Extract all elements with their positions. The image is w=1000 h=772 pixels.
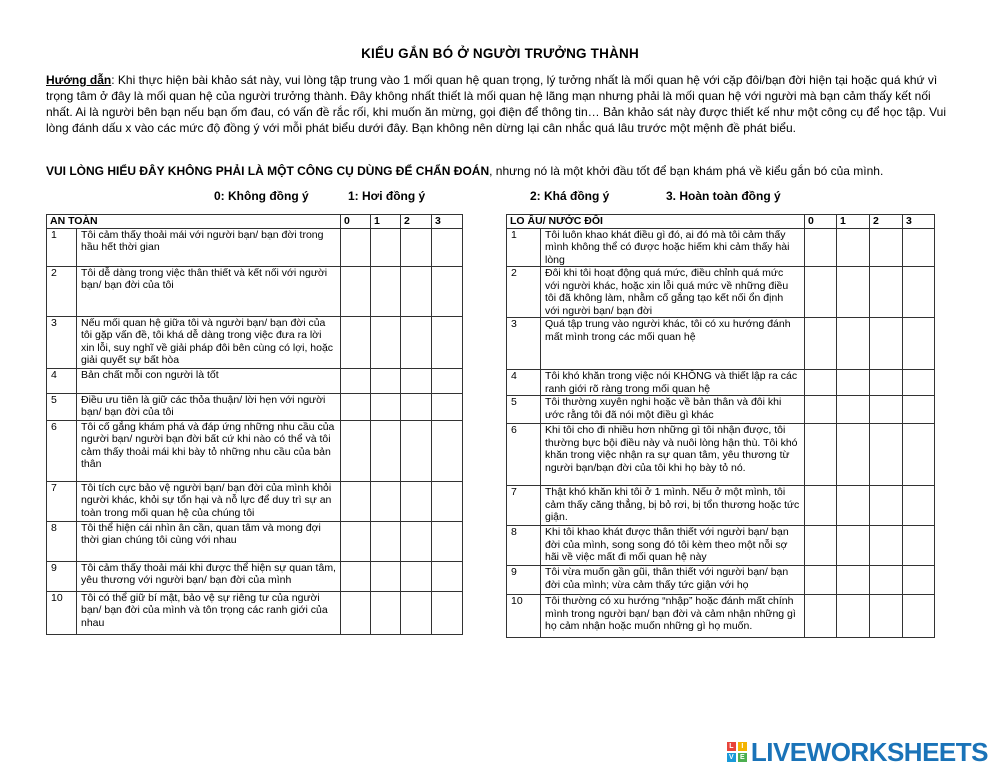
- score-cell-3[interactable]: [903, 486, 935, 526]
- item-number: 3: [47, 316, 77, 368]
- score-cell-0[interactable]: [805, 267, 837, 318]
- score-cell-1[interactable]: [837, 424, 870, 486]
- item-number: 3: [507, 318, 541, 370]
- item-statement: Tôi dễ dàng trong việc thân thiết và kết nối với người bạn/ bạn đời của tôi: [77, 266, 341, 316]
- score-cell-2[interactable]: [401, 420, 432, 481]
- disclaimer-rest: , nhưng nó là một khởi đầu tốt để bạn khám phá về kiểu gắn bó của mình.: [489, 164, 884, 178]
- score-cell-0[interactable]: [341, 266, 371, 316]
- score-cell-0[interactable]: [805, 595, 837, 638]
- score-cell-2[interactable]: [870, 595, 903, 638]
- score-cell-1[interactable]: [371, 266, 401, 316]
- item-number: 8: [507, 526, 541, 566]
- instructions: [46, 72, 956, 136]
- secure-row: [47, 228, 463, 266]
- score-cell-0[interactable]: [341, 228, 371, 266]
- score-header-2: 2: [401, 215, 432, 229]
- item-number: 4: [47, 368, 77, 393]
- logo-text: LIVEWORKSHEETS: [750, 736, 988, 767]
- score-cell-3[interactable]: [432, 561, 463, 591]
- score-cell-3[interactable]: [903, 267, 935, 318]
- score-cell-1[interactable]: [371, 561, 401, 591]
- score-cell-3[interactable]: [432, 420, 463, 481]
- score-cell-0[interactable]: [341, 316, 371, 368]
- item-statement: Tôi cảm thấy thoải mái khi được thể hiện sự quan tâm, yêu thương với người bạn/ bạn đời của mình: [77, 561, 341, 591]
- item-statement: Nếu mối quan hệ giữa tôi và người bạn/ bạn đời của tôi gặp vấn đề, tôi khá dễ dàng trong việc đưa ra lời xin lỗi, suy nghĩ về giải pháp đôi bên cùng có lợi, hoặc giải quyết sự bất hòa: [77, 316, 341, 368]
- score-cell-0[interactable]: [341, 420, 371, 481]
- score-cell-1[interactable]: [371, 481, 401, 521]
- score-cell-0[interactable]: [805, 396, 837, 424]
- score-cell-3[interactable]: [903, 595, 935, 638]
- score-cell-3[interactable]: [903, 424, 935, 486]
- score-cell-2[interactable]: [870, 370, 903, 396]
- anxious-row: [507, 396, 935, 424]
- score-header-0: 0: [805, 215, 837, 229]
- item-number: 6: [47, 420, 77, 481]
- score-cell-3[interactable]: [432, 481, 463, 521]
- score-cell-3[interactable]: [432, 228, 463, 266]
- scale-label-3: 3. Hoàn toàn đồng ý: [666, 189, 781, 203]
- score-cell-2[interactable]: [401, 393, 432, 420]
- instructions-lead: Hướng dẫn: [46, 73, 112, 87]
- score-cell-3[interactable]: [903, 228, 935, 267]
- score-cell-1[interactable]: [371, 420, 401, 481]
- score-cell-0[interactable]: [341, 368, 371, 393]
- item-number: 2: [507, 267, 541, 318]
- item-number: 5: [507, 396, 541, 424]
- score-cell-1[interactable]: [837, 595, 870, 638]
- score-header-3: 3: [432, 215, 463, 229]
- worksheet-title: KIỂU GẮN BÓ Ở NGƯỜI TRƯỞNG THÀNH: [361, 46, 639, 61]
- anxious-row: [507, 424, 935, 486]
- score-cell-3[interactable]: [903, 318, 935, 370]
- score-cell-0[interactable]: [341, 393, 371, 420]
- item-number: 6: [507, 424, 541, 486]
- score-cell-0[interactable]: [805, 566, 837, 595]
- anxious-header-row: [507, 215, 935, 229]
- secure-row: [47, 368, 463, 393]
- secure-table: [46, 214, 463, 635]
- secure-row: [47, 481, 463, 521]
- score-cell-0[interactable]: [805, 424, 837, 486]
- item-statement: Đôi khi tôi hoạt động quá mức, điều chỉnh quá mức với người khác, hoặc xin lỗi quá mức về những điều tôi đã không làm, nhằm cố gắng tạo kết nối ổn định với người bạn/ bạn đời: [541, 267, 805, 318]
- score-cell-1[interactable]: [837, 526, 870, 566]
- score-cell-1[interactable]: [371, 591, 401, 634]
- item-number: 10: [47, 591, 77, 634]
- score-header-1: 1: [837, 215, 870, 229]
- score-cell-3[interactable]: [432, 266, 463, 316]
- score-cell-1[interactable]: [837, 396, 870, 424]
- item-statement: Tôi cảm thấy thoải mái với người bạn/ bạn đời trong hầu hết thời gian: [77, 228, 341, 266]
- score-cell-0[interactable]: [341, 561, 371, 591]
- anxious-row: [507, 228, 935, 267]
- anxious-row: [507, 595, 935, 638]
- anxious-row: [507, 318, 935, 370]
- item-statement: Tôi cố gắng khám phá và đáp ứng những nhu cầu của người bạn/ người bạn đời bất cứ khi nào có thể và tôi cảm thấy thoải mái khi bày tỏ những nhu cầu của bản thân: [77, 420, 341, 481]
- scale-label-1: 1: Hơi đồng ý: [348, 189, 426, 203]
- score-cell-0[interactable]: [341, 481, 371, 521]
- item-number: 2: [47, 266, 77, 316]
- score-cell-0[interactable]: [805, 486, 837, 526]
- item-number: 1: [47, 228, 77, 266]
- score-header-0: 0: [341, 215, 371, 229]
- logo-tile: I: [738, 742, 747, 751]
- logo-tile: L: [727, 742, 736, 751]
- score-cell-3[interactable]: [432, 521, 463, 561]
- score-cell-1[interactable]: [371, 393, 401, 420]
- item-number: 7: [507, 486, 541, 526]
- score-cell-0[interactable]: [341, 521, 371, 561]
- item-statement: Tôi tích cực bảo vệ người bạn/ bạn đời của mình khỏi người khác, khỏi sự tổn hại và nỗ lực để duy trì sự an toàn trong mối quan hệ của chúng tôi: [77, 481, 341, 521]
- score-cell-0[interactable]: [805, 228, 837, 267]
- scale-label-2: 2: Khá đồng ý: [530, 189, 610, 203]
- score-cell-1[interactable]: [837, 486, 870, 526]
- score-header-2: 2: [870, 215, 903, 229]
- item-number: 5: [47, 393, 77, 420]
- item-number: 4: [507, 370, 541, 396]
- liveworksheets-logo: [727, 738, 988, 766]
- item-statement: Bản chất mỗi con người là tốt: [77, 368, 341, 393]
- item-statement: Tôi vừa muốn gần gũi, thân thiết với người bạn/ bạn đời của mình; vừa cảm thấy tức giận với họ: [541, 566, 805, 595]
- secure-row: [47, 393, 463, 420]
- item-statement: Khi tôi cho đi nhiều hơn những gì tôi nhận được, tôi thường bực bội điều này và nuôi lòng hận thù. Tôi khó khăn trong việc nhận ra sự quan tâm, yêu thương từ người bạn/bạn đời của tôi khi họ bày tỏ nó.: [541, 424, 805, 486]
- score-cell-2[interactable]: [401, 591, 432, 634]
- item-statement: Thật khó khăn khi tôi ở 1 mình. Nếu ở một mình, tôi cảm thấy căng thẳng, bị bỏ rơi, bị tổn thương hoặc tức giận.: [541, 486, 805, 526]
- score-cell-0[interactable]: [341, 591, 371, 634]
- score-cell-2[interactable]: [870, 566, 903, 595]
- anxious-row: [507, 566, 935, 595]
- score-header-3: 3: [903, 215, 935, 229]
- score-cell-2[interactable]: [870, 486, 903, 526]
- score-header-1: 1: [371, 215, 401, 229]
- item-statement: Tôi thường xuyên nghi hoặc về bản thân và đôi khi ước rằng tôi đã nói một điều gì khác: [541, 396, 805, 424]
- score-cell-2[interactable]: [401, 521, 432, 561]
- score-cell-2[interactable]: [401, 316, 432, 368]
- score-cell-2[interactable]: [401, 368, 432, 393]
- item-statement: Tôi có thể giữ bí mật, bảo vệ sự riêng tư của người bạn/ bạn đời của mình và tôn trọng các ranh giới của nhau: [77, 591, 341, 634]
- score-cell-1[interactable]: [837, 370, 870, 396]
- instructions-text: : Khi thực hiện bài khảo sát này, vui lòng tập trung vào 1 mối quan hệ quan trọng, lý tưởng nhất là mối quan hệ với cặp đôi/bạn đời hiện tại hoặc quá khứ vì trọng tâm ở đây là mối quan hệ của người trưởng thành. Đây không nhất thiết là mối quan hệ lãng mạn nhưng phải là mối quan hệ với người mà bạn cảm thấy kết nối nhất. Ai là người bên bạn nếu bạn ốm đau, có vấn đề rắc rối, khi muốn ăn mừng, gọi điện để thông tin… Bản khảo sát này được thiết kế như một công cụ để học tập. Vui lòng đánh dấu x vào các mức độ đồng ý với mỗi phát biểu dưới đây. Bạn không nên dừng lại cân nhắc quá lâu trước một mệnh đề phát biểu.: [46, 73, 946, 135]
- secure-row: [47, 266, 463, 316]
- score-cell-3[interactable]: [432, 368, 463, 393]
- score-cell-2[interactable]: [870, 228, 903, 267]
- logo-tiles-icon: [727, 742, 747, 762]
- item-statement: Tôi khó khăn trong việc nói KHÔNG và thiết lập ra các ranh giới rõ ràng trong mối quan hệ: [541, 370, 805, 396]
- score-cell-2[interactable]: [401, 561, 432, 591]
- logo-tile: E: [738, 753, 747, 762]
- score-cell-2[interactable]: [401, 266, 432, 316]
- scale-label-0: 0: Không đồng ý: [214, 189, 309, 203]
- score-cell-3[interactable]: [432, 591, 463, 634]
- item-statement: Khi tôi khao khát được thân thiết với người bạn/ bạn đời của mình, song song đó tôi kèm theo một nỗi sợ hãi về việc mất đi mối quan hệ này: [541, 526, 805, 566]
- item-number: 9: [47, 561, 77, 591]
- item-statement: Tôi thường có xu hướng “nhập” hoặc đánh mất chính mình trong người bạn/ bạn đời và cảm nhận những gì họ cảm nhận hoặc muốn những gì họ muốn.: [541, 595, 805, 638]
- anxious-row: [507, 526, 935, 566]
- anxious-header: LO ÂU/ NƯỚC ĐÔI: [507, 215, 805, 229]
- secure-row: [47, 591, 463, 634]
- score-cell-1[interactable]: [837, 566, 870, 595]
- item-number: 8: [47, 521, 77, 561]
- item-statement: Tôi thể hiện cái nhìn ân cần, quan tâm và mong đợi thời gian chúng tôi cùng với nhau: [77, 521, 341, 561]
- secure-row: [47, 420, 463, 481]
- item-number: 9: [507, 566, 541, 595]
- item-number: 1: [507, 228, 541, 267]
- score-cell-2[interactable]: [870, 424, 903, 486]
- item-statement: Quá tập trung vào người khác, tôi có xu hướng đánh mất mình trong các mối quan hệ: [541, 318, 805, 370]
- item-number: 10: [507, 595, 541, 638]
- score-cell-2[interactable]: [401, 481, 432, 521]
- score-cell-0[interactable]: [805, 370, 837, 396]
- score-cell-1[interactable]: [371, 228, 401, 266]
- score-cell-1[interactable]: [837, 267, 870, 318]
- score-cell-1[interactable]: [837, 228, 870, 267]
- score-cell-1[interactable]: [371, 368, 401, 393]
- secure-header: AN TOÀN: [47, 215, 341, 229]
- score-cell-2[interactable]: [401, 228, 432, 266]
- secure-row: [47, 561, 463, 591]
- anxious-table: [506, 214, 935, 638]
- item-statement: Điều ưu tiên là giữ các thỏa thuận/ lời hẹn với người bạn/ bạn đời của tôi: [77, 393, 341, 420]
- score-cell-3[interactable]: [903, 526, 935, 566]
- item-number: 7: [47, 481, 77, 521]
- score-cell-2[interactable]: [870, 526, 903, 566]
- anxious-row: [507, 486, 935, 526]
- score-cell-2[interactable]: [870, 267, 903, 318]
- score-cell-2[interactable]: [870, 318, 903, 370]
- secure-header-row: [47, 215, 463, 229]
- score-cell-0[interactable]: [805, 318, 837, 370]
- logo-tile: V: [727, 753, 736, 762]
- score-cell-0[interactable]: [805, 526, 837, 566]
- score-cell-3[interactable]: [903, 370, 935, 396]
- score-cell-1[interactable]: [371, 316, 401, 368]
- score-cell-3[interactable]: [432, 393, 463, 420]
- score-cell-3[interactable]: [432, 316, 463, 368]
- secure-row: [47, 521, 463, 561]
- anxious-row: [507, 370, 935, 396]
- secure-row: [47, 316, 463, 368]
- score-cell-3[interactable]: [903, 566, 935, 595]
- disclaimer: [46, 163, 966, 179]
- score-cell-3[interactable]: [903, 396, 935, 424]
- score-cell-2[interactable]: [870, 396, 903, 424]
- score-cell-1[interactable]: [837, 318, 870, 370]
- disclaimer-bold: VUI LÒNG HIỂU ĐÂY KHÔNG PHẢI LÀ MỘT CÔNG CỤ DÙNG ĐỂ CHẨN ĐOÁN: [46, 164, 490, 178]
- score-cell-1[interactable]: [371, 521, 401, 561]
- item-statement: Tôi luôn khao khát điều gì đó, ai đó mà tôi cảm thấy mình không thể có được hoặc hiếm khi cảm thấy hài lòng: [541, 228, 805, 267]
- anxious-row: [507, 267, 935, 318]
